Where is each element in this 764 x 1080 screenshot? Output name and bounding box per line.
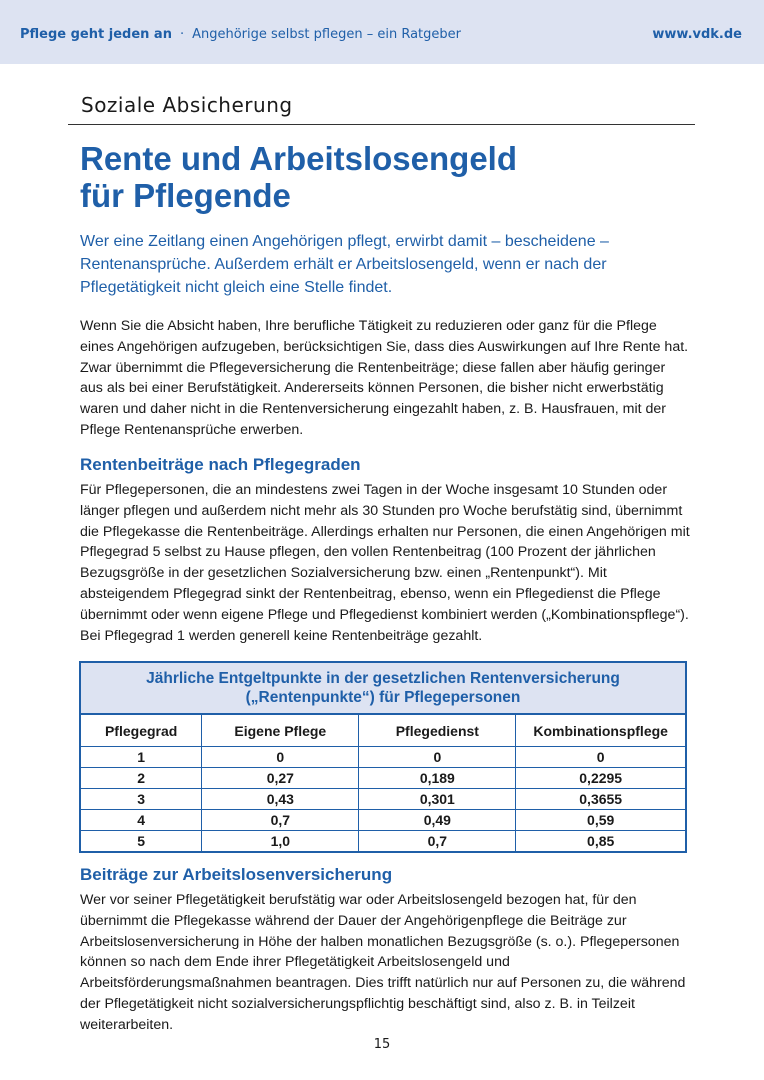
table-cell: 0 [202, 747, 359, 768]
table-cell: 0,7 [202, 810, 359, 831]
lead-paragraph: Wer eine Zeitlang einen Angehörigen pflegt, erwirbt damit – bescheidene – Rentenansprüche. Außerdem erhält er Arbeitslosengeld, wenn er nach der Pflegetätigkeit nicht gleich eine Stelle findet. [80, 233, 609, 296]
table-cell: 0,43 [202, 789, 359, 810]
table-cell: 0 [516, 747, 685, 768]
table-cell: 5 [81, 831, 202, 852]
header-bar [0, 0, 764, 64]
page-title [80, 140, 517, 214]
table-cell: 0,3655 [516, 789, 685, 810]
table-cell: 0,301 [359, 789, 516, 810]
title-line-2: für Pflegende [80, 177, 291, 214]
table-row [81, 747, 685, 768]
section-divider [68, 124, 695, 125]
table-cell: 0,189 [359, 768, 516, 789]
table-cell: 0,7 [359, 831, 516, 852]
table-cell: 1 [81, 747, 202, 768]
table-cell: 1,0 [202, 831, 359, 852]
table-cell: 0,27 [202, 768, 359, 789]
rentenpunkte-table [79, 661, 687, 853]
section2-paragraph: Wer vor seiner Pflegetätigkeit berufstätig war oder Arbeitslosengeld bezogen hat, für den übernimmt die Pflegekasse während der Dauer der Angehörigenpflege die Beiträge zur Arbeitslosenversicherung in Höhe der halben monatlichen Bezugsgröße (s. o.). Pflegepersonen können so nach dem Ende ihrer Pflegetätigkeit Arbeitslosengeld und Arbeitsförderungsmaßnahmen beantragen. Dies trifft natürlich nur auf Personen zu, die während der Pflegetätigkeit nicht sozialversicherungspflichtig beschäftigt sind, also z. B. in Teilzeit weiterarbeiten. [80, 892, 686, 1033]
table-row [81, 810, 685, 831]
table-row [81, 831, 685, 852]
table-cell: 2 [81, 768, 202, 789]
table-grid [81, 715, 685, 851]
header-brand: Pflege geht jeden an [20, 27, 172, 42]
title-line-1: Rente und Arbeitslosengeld [80, 140, 517, 177]
table-title-line-2: („Rentenpunkte“) für Pflegepersonen [245, 689, 521, 706]
header-subtitle: Angehörige selbst pflegen – ein Ratgeber [192, 27, 461, 42]
column-header: Kombinationspflege [516, 715, 685, 747]
table-cell: 0,2295 [516, 768, 685, 789]
header-separator: · [179, 27, 185, 42]
header-left [20, 27, 461, 42]
table-title [81, 663, 685, 715]
column-header: Pflegedienst [359, 715, 516, 747]
section1-paragraph: Für Pflegepersonen, die an mindestens zwei Tagen in der Woche insgesamt 10 Stunden oder länger pflegen und außerdem nicht mehr als 30 Stunden pro Woche berufstätig sind, übernimmt die Pflegekasse die Rentenbeiträge. Allerdings erhalten nur Personen, die einen Angehörigen mit Pflegegrad 5 selbst zu Hause pflegen, den vollen Rentenbeitrag (100 Prozent der jährlichen Bezugsgröße in der gesetzlichen Sozialversicherung bzw. einen „Rentenpunkt“). Mit absteigendem Pflegegrad sinkt der Rentenbeitrag, ebenso, wenn ein Pflegedienst die Pflege übernimmt oder wenn eigene Pflege und Pflegedienst kombiniert werden („Kombinationspflege“). Bei Pflegegrad 1 werden generell keine Rentenbeiträge gezahlt. [80, 482, 690, 644]
column-header: Pflegegrad [81, 715, 202, 747]
page-number: 15 [373, 1037, 391, 1052]
table-cell: 4 [81, 810, 202, 831]
column-header: Eigene Pflege [202, 715, 359, 747]
table-row [81, 789, 685, 810]
table-cell: 0,49 [359, 810, 516, 831]
section-label: Soziale Absicherung [81, 93, 293, 117]
table-cell: 0 [359, 747, 516, 768]
section1-heading: Rentenbeiträge nach Pflegegraden [80, 455, 361, 474]
table-cell: 3 [81, 789, 202, 810]
intro-paragraph: Wenn Sie die Absicht haben, Ihre berufliche Tätigkeit zu reduzieren oder ganz für die Pflege eines Angehörigen aufzugeben, berücksichtigen Sie, dass dies Auswirkungen auf Ihre Rente hat. Zwar übernimmt die Pflegeversicherung die Rentenbeiträge; diese fallen aber häufig geringer aus als bei einer Berufstätigkeit. Andererseits können Personen, die bisher nicht erwerbstätig waren und daher nicht in die Rentenversicherung eingezahlt haben, z. B. Hausfrauen, mit der Pflege Rentenansprüche erwerben. [80, 318, 689, 438]
table-cell: 0,59 [516, 810, 685, 831]
table-header-row [81, 715, 685, 747]
table-row [81, 768, 685, 789]
header-url[interactable]: www.vdk.de [652, 27, 742, 42]
section2-heading: Beiträge zur Arbeitslosenversicherung [80, 865, 393, 884]
table-cell: 0,85 [516, 831, 685, 852]
table-title-line-1: Jährliche Entgeltpunkte in der gesetzlichen Rentenversicherung [146, 670, 620, 687]
